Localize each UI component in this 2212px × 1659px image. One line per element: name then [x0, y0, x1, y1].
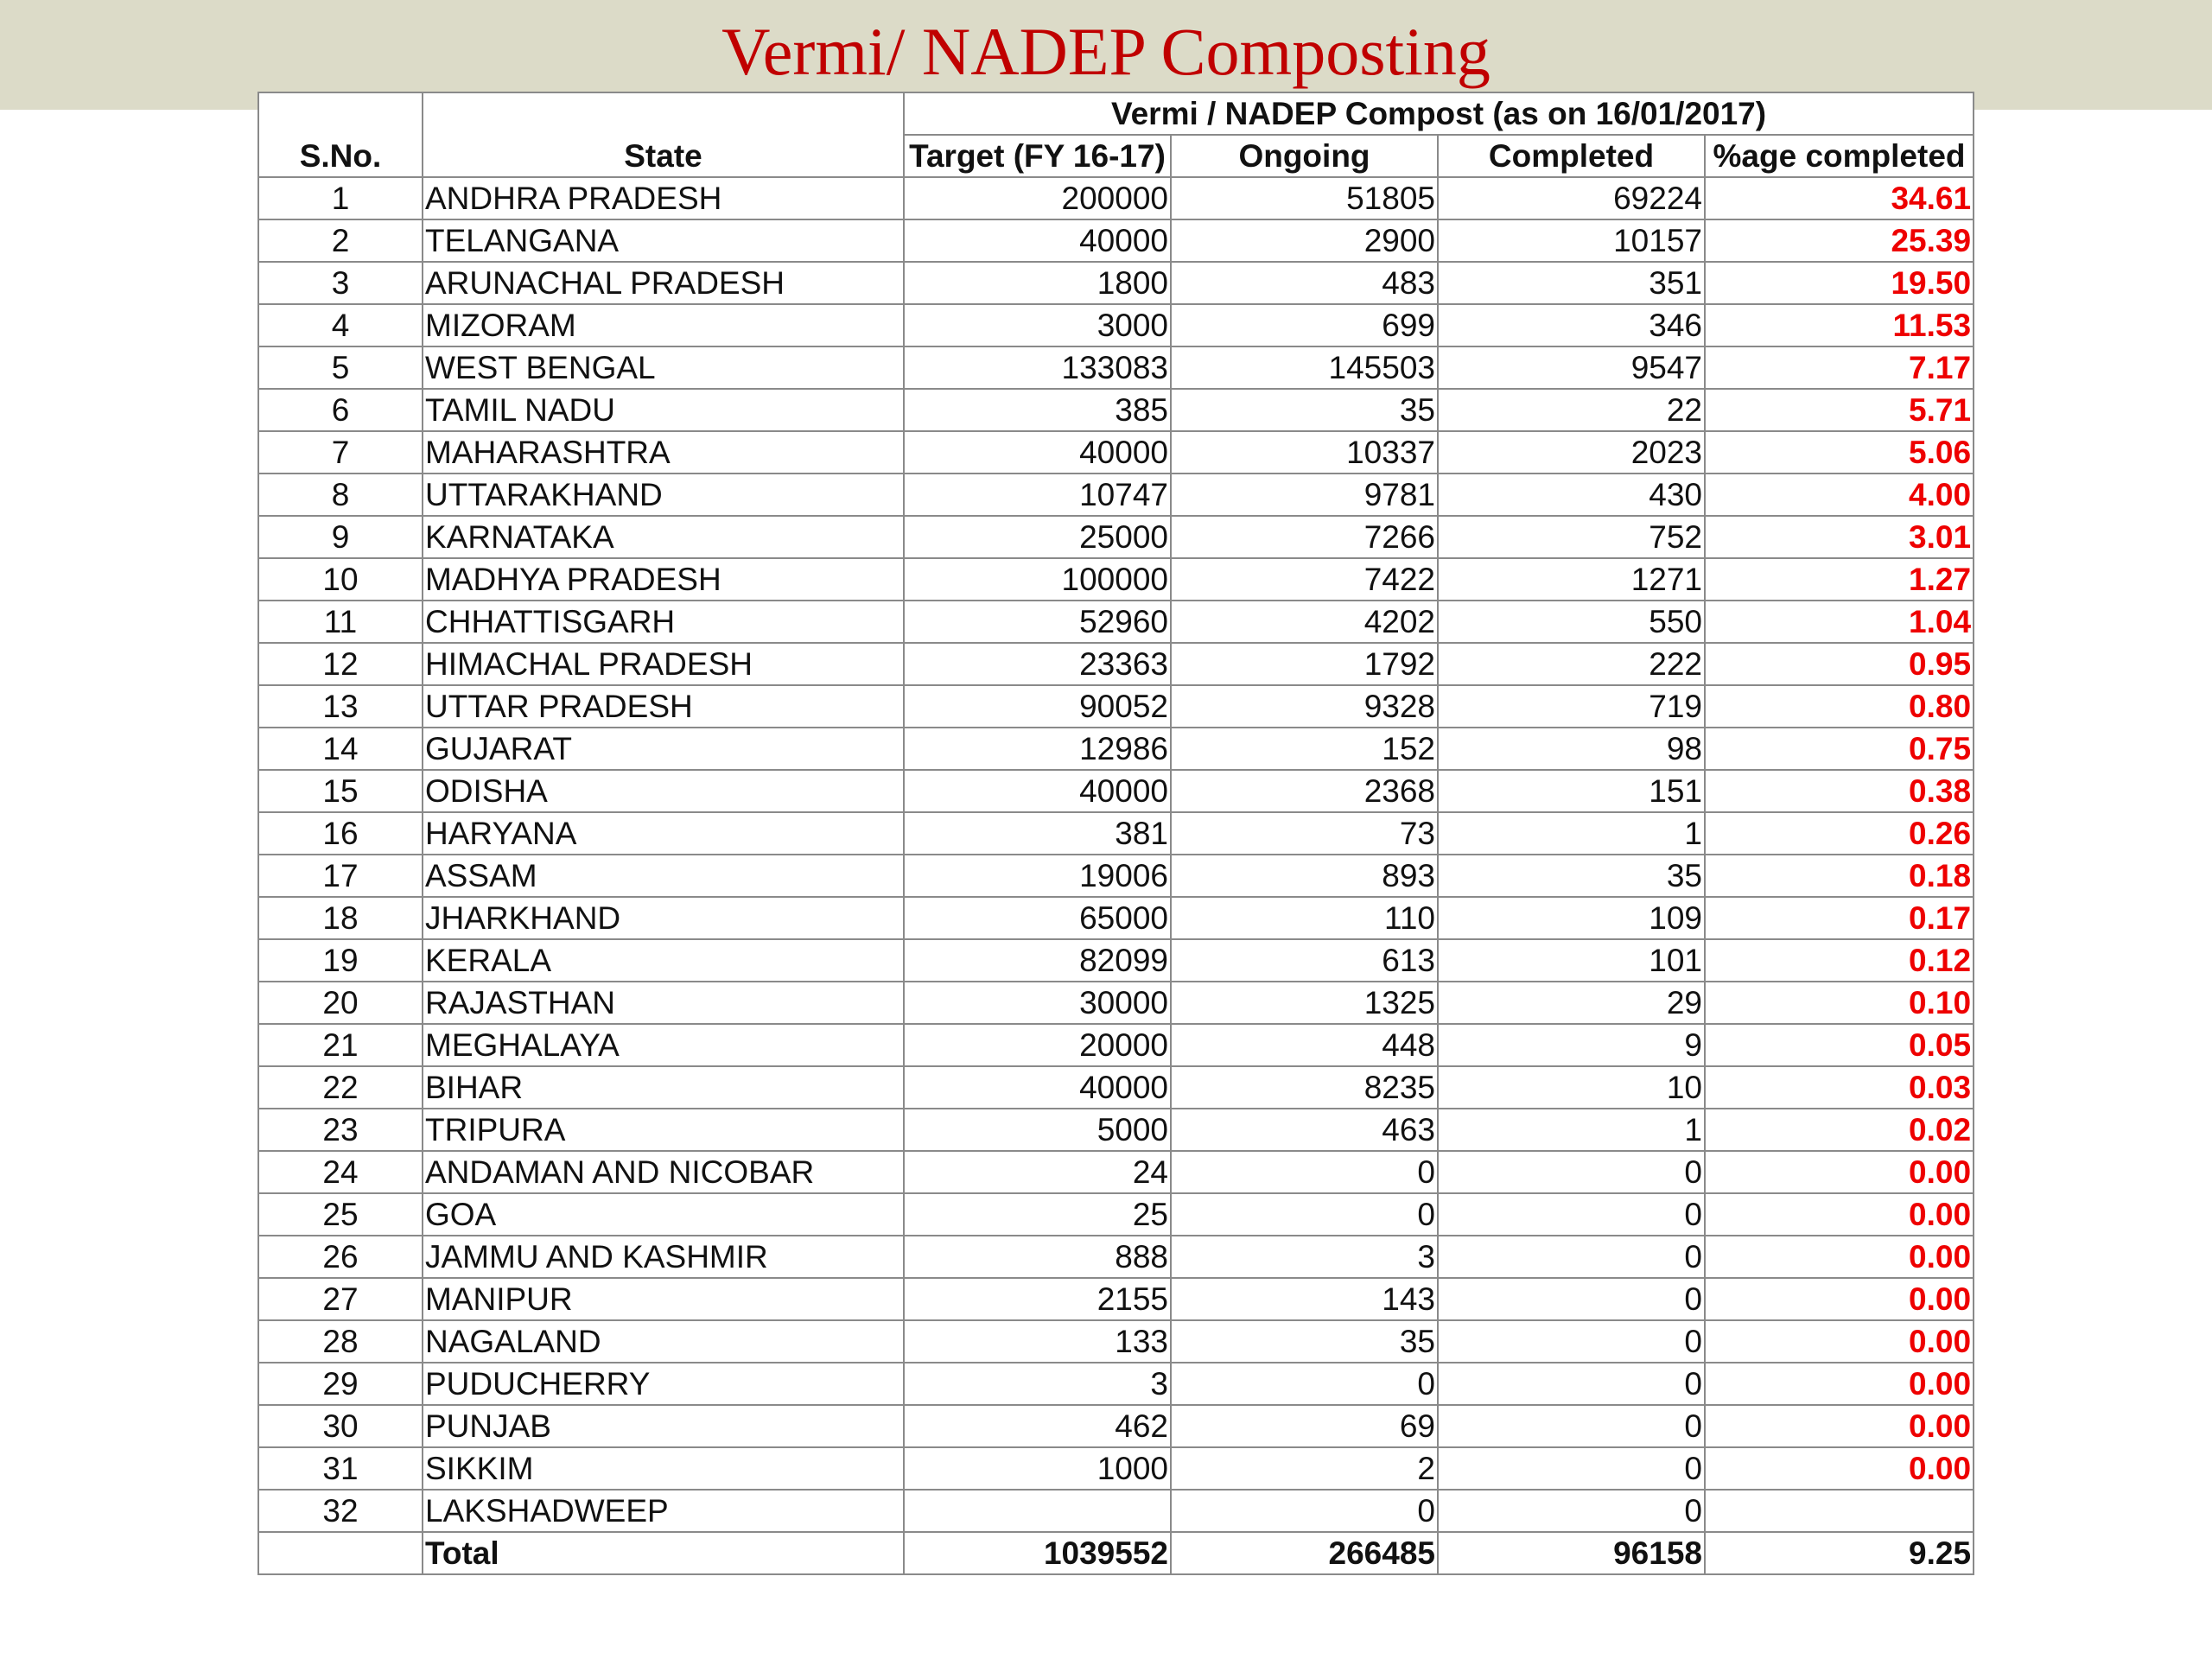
- target-cell: 40000: [904, 431, 1171, 474]
- completed-cell: 22: [1438, 389, 1705, 431]
- completed-cell: 35: [1438, 855, 1705, 897]
- ongoing-cell: 893: [1171, 855, 1438, 897]
- ongoing-cell: 2900: [1171, 219, 1438, 262]
- table-row: [258, 897, 1974, 939]
- total-pct: 9.25: [1705, 1532, 1974, 1574]
- sno-cell: 29: [258, 1363, 423, 1405]
- completed-cell: 109: [1438, 897, 1705, 939]
- state-cell: KARNATAKA: [423, 516, 904, 558]
- state-cell: TRIPURA: [423, 1109, 904, 1151]
- sno-cell: 2: [258, 219, 423, 262]
- sno-cell: 19: [258, 939, 423, 982]
- state-cell: MIZORAM: [423, 304, 904, 346]
- completed-cell: 351: [1438, 262, 1705, 304]
- pct-cell: 34.61: [1705, 177, 1974, 219]
- ongoing-cell: 613: [1171, 939, 1438, 982]
- sno-cell: 25: [258, 1193, 423, 1236]
- table-row: [258, 643, 1974, 685]
- ongoing-cell: 110: [1171, 897, 1438, 939]
- total-completed: 96158: [1438, 1532, 1705, 1574]
- completed-cell: 0: [1438, 1363, 1705, 1405]
- pct-cell: 0.00: [1705, 1447, 1974, 1490]
- sno-cell: 8: [258, 474, 423, 516]
- pct-cell: 0.00: [1705, 1363, 1974, 1405]
- table-row: [258, 855, 1974, 897]
- ongoing-cell: 1325: [1171, 982, 1438, 1024]
- sno-cell: 23: [258, 1109, 423, 1151]
- pct-cell: [1705, 1490, 1974, 1532]
- completed-cell: 719: [1438, 685, 1705, 728]
- state-cell: TELANGANA: [423, 219, 904, 262]
- target-cell: 90052: [904, 685, 1171, 728]
- sno-cell: 32: [258, 1490, 423, 1532]
- completed-cell: 430: [1438, 474, 1705, 516]
- state-cell: KERALA: [423, 939, 904, 982]
- target-cell: 23363: [904, 643, 1171, 685]
- ongoing-cell: 9781: [1171, 474, 1438, 516]
- target-cell: 40000: [904, 219, 1171, 262]
- state-cell: MADHYA PRADESH: [423, 558, 904, 601]
- completed-cell: 10: [1438, 1066, 1705, 1109]
- state-cell: HARYANA: [423, 812, 904, 855]
- table-row: [258, 1490, 1974, 1532]
- target-cell: 1800: [904, 262, 1171, 304]
- pct-cell: 0.75: [1705, 728, 1974, 770]
- col-header-sno: S.No.: [258, 92, 423, 177]
- sno-cell: 1: [258, 177, 423, 219]
- ongoing-cell: 145503: [1171, 346, 1438, 389]
- pct-cell: 0.10: [1705, 982, 1974, 1024]
- sno-cell: 16: [258, 812, 423, 855]
- ongoing-cell: 73: [1171, 812, 1438, 855]
- completed-cell: 151: [1438, 770, 1705, 812]
- state-cell: NAGALAND: [423, 1320, 904, 1363]
- ongoing-cell: 0: [1171, 1490, 1438, 1532]
- pct-cell: 3.01: [1705, 516, 1974, 558]
- completed-cell: 1271: [1438, 558, 1705, 601]
- state-cell: ANDHRA PRADESH: [423, 177, 904, 219]
- table-row: [258, 812, 1974, 855]
- table-row: [258, 304, 1974, 346]
- state-cell: ODISHA: [423, 770, 904, 812]
- completed-cell: 0: [1438, 1193, 1705, 1236]
- target-cell: 100000: [904, 558, 1171, 601]
- table-row: [258, 1278, 1974, 1320]
- sno-cell: 13: [258, 685, 423, 728]
- pct-cell: 0.03: [1705, 1066, 1974, 1109]
- state-cell: LAKSHADWEEP: [423, 1490, 904, 1532]
- col-header-target: Target (FY 16-17): [904, 135, 1171, 177]
- table-row: [258, 1320, 1974, 1363]
- completed-cell: 2023: [1438, 431, 1705, 474]
- target-cell: 2155: [904, 1278, 1171, 1320]
- table-row: [258, 728, 1974, 770]
- table-row: [258, 1447, 1974, 1490]
- table-row: [258, 1151, 1974, 1193]
- state-cell: SIKKIM: [423, 1447, 904, 1490]
- ongoing-cell: 51805: [1171, 177, 1438, 219]
- completed-cell: 101: [1438, 939, 1705, 982]
- target-cell: 25: [904, 1193, 1171, 1236]
- ongoing-cell: 2368: [1171, 770, 1438, 812]
- state-cell: MANIPUR: [423, 1278, 904, 1320]
- col-header-state: State: [423, 92, 904, 177]
- completed-cell: 9547: [1438, 346, 1705, 389]
- sno-cell: 21: [258, 1024, 423, 1066]
- table-row: [258, 770, 1974, 812]
- pct-cell: 0.17: [1705, 897, 1974, 939]
- state-cell: TAMIL NADU: [423, 389, 904, 431]
- pct-cell: 0.05: [1705, 1024, 1974, 1066]
- completed-cell: 1: [1438, 1109, 1705, 1151]
- table-row: [258, 346, 1974, 389]
- table-body: [258, 177, 1974, 1532]
- target-cell: 385: [904, 389, 1171, 431]
- ongoing-cell: 152: [1171, 728, 1438, 770]
- target-cell: 82099: [904, 939, 1171, 982]
- target-cell: 1000: [904, 1447, 1171, 1490]
- sno-cell: 15: [258, 770, 423, 812]
- completed-cell: 550: [1438, 601, 1705, 643]
- target-cell: 65000: [904, 897, 1171, 939]
- target-cell: 24: [904, 1151, 1171, 1193]
- table-row: [258, 389, 1974, 431]
- target-cell: 381: [904, 812, 1171, 855]
- pct-cell: 1.27: [1705, 558, 1974, 601]
- ongoing-cell: 7422: [1171, 558, 1438, 601]
- pct-cell: 5.06: [1705, 431, 1974, 474]
- state-cell: WEST BENGAL: [423, 346, 904, 389]
- sno-cell: 18: [258, 897, 423, 939]
- ongoing-cell: 0: [1171, 1363, 1438, 1405]
- ongoing-cell: 1792: [1171, 643, 1438, 685]
- ongoing-cell: 35: [1171, 389, 1438, 431]
- state-cell: GUJARAT: [423, 728, 904, 770]
- target-cell: 3: [904, 1363, 1171, 1405]
- state-cell: HIMACHAL PRADESH: [423, 643, 904, 685]
- sno-cell: 7: [258, 431, 423, 474]
- ongoing-cell: 9328: [1171, 685, 1438, 728]
- sno-cell: 12: [258, 643, 423, 685]
- ongoing-cell: 0: [1171, 1193, 1438, 1236]
- pct-cell: 0.00: [1705, 1405, 1974, 1447]
- pct-cell: 11.53: [1705, 304, 1974, 346]
- ongoing-cell: 69: [1171, 1405, 1438, 1447]
- sno-cell: 27: [258, 1278, 423, 1320]
- table-row: [258, 685, 1974, 728]
- sno-cell: 28: [258, 1320, 423, 1363]
- pct-cell: 0.12: [1705, 939, 1974, 982]
- completed-cell: 69224: [1438, 177, 1705, 219]
- compost-table: [257, 92, 1974, 1575]
- target-cell: 19006: [904, 855, 1171, 897]
- completed-cell: 10157: [1438, 219, 1705, 262]
- pct-cell: 1.04: [1705, 601, 1974, 643]
- state-cell: GOA: [423, 1193, 904, 1236]
- state-cell: UTTARAKHAND: [423, 474, 904, 516]
- completed-cell: 346: [1438, 304, 1705, 346]
- sno-cell: 3: [258, 262, 423, 304]
- target-cell: 12986: [904, 728, 1171, 770]
- col-header-ongoing: Ongoing: [1171, 135, 1438, 177]
- ongoing-cell: 35: [1171, 1320, 1438, 1363]
- sno-cell: 10: [258, 558, 423, 601]
- completed-cell: 0: [1438, 1490, 1705, 1532]
- pct-cell: 0.00: [1705, 1236, 1974, 1278]
- pct-cell: 4.00: [1705, 474, 1974, 516]
- completed-cell: 0: [1438, 1236, 1705, 1278]
- table-row: [258, 939, 1974, 982]
- pct-cell: 0.00: [1705, 1278, 1974, 1320]
- pct-cell: 0.26: [1705, 812, 1974, 855]
- pct-cell: 7.17: [1705, 346, 1974, 389]
- total-target: 1039552: [904, 1532, 1171, 1574]
- target-cell: 888: [904, 1236, 1171, 1278]
- sno-cell: 31: [258, 1447, 423, 1490]
- table-row: [258, 177, 1974, 219]
- table-row: [258, 431, 1974, 474]
- state-cell: PUNJAB: [423, 1405, 904, 1447]
- table-row: [258, 1066, 1974, 1109]
- state-cell: MEGHALAYA: [423, 1024, 904, 1066]
- total-row: [258, 1532, 1974, 1574]
- sno-cell: 4: [258, 304, 423, 346]
- ongoing-cell: 2: [1171, 1447, 1438, 1490]
- state-cell: UTTAR PRADESH: [423, 685, 904, 728]
- state-cell: PUDUCHERRY: [423, 1363, 904, 1405]
- sno-cell: 11: [258, 601, 423, 643]
- ongoing-cell: 483: [1171, 262, 1438, 304]
- ongoing-cell: 8235: [1171, 1066, 1438, 1109]
- sno-cell: 22: [258, 1066, 423, 1109]
- completed-cell: 98: [1438, 728, 1705, 770]
- target-cell: 40000: [904, 1066, 1171, 1109]
- total-label: Total: [423, 1532, 904, 1574]
- target-cell: 3000: [904, 304, 1171, 346]
- table-row: [258, 219, 1974, 262]
- table-row: [258, 516, 1974, 558]
- slide-title: Vermi/ NADEP Composting: [721, 14, 1491, 89]
- pct-cell: 5.71: [1705, 389, 1974, 431]
- state-cell: CHHATTISGARH: [423, 601, 904, 643]
- sno-cell: 17: [258, 855, 423, 897]
- sno-cell: 30: [258, 1405, 423, 1447]
- table-row: [258, 1109, 1974, 1151]
- table-row: [258, 982, 1974, 1024]
- sno-cell: 20: [258, 982, 423, 1024]
- ongoing-cell: 463: [1171, 1109, 1438, 1151]
- target-cell: 133083: [904, 346, 1171, 389]
- sno-cell: 26: [258, 1236, 423, 1278]
- target-cell: 20000: [904, 1024, 1171, 1066]
- col-header-pct: %age completed: [1705, 135, 1974, 177]
- target-cell: 462: [904, 1405, 1171, 1447]
- pct-cell: 0.00: [1705, 1151, 1974, 1193]
- table-row: [258, 558, 1974, 601]
- target-cell: 5000: [904, 1109, 1171, 1151]
- table-row: [258, 1024, 1974, 1066]
- pct-cell: 0.00: [1705, 1193, 1974, 1236]
- completed-cell: 0: [1438, 1151, 1705, 1193]
- total-ongoing: 266485: [1171, 1532, 1438, 1574]
- target-cell: 30000: [904, 982, 1171, 1024]
- completed-cell: 0: [1438, 1320, 1705, 1363]
- pct-cell: 19.50: [1705, 262, 1974, 304]
- ongoing-cell: 448: [1171, 1024, 1438, 1066]
- sno-cell: 6: [258, 389, 423, 431]
- completed-cell: 222: [1438, 643, 1705, 685]
- pct-cell: 25.39: [1705, 219, 1974, 262]
- completed-cell: 752: [1438, 516, 1705, 558]
- completed-cell: 1: [1438, 812, 1705, 855]
- state-cell: ARUNACHAL PRADESH: [423, 262, 904, 304]
- pct-cell: 0.00: [1705, 1320, 1974, 1363]
- ongoing-cell: 10337: [1171, 431, 1438, 474]
- table-row: [258, 601, 1974, 643]
- state-cell: JHARKHAND: [423, 897, 904, 939]
- ongoing-cell: 7266: [1171, 516, 1438, 558]
- target-cell: 25000: [904, 516, 1171, 558]
- target-cell: [904, 1490, 1171, 1532]
- sno-cell: 14: [258, 728, 423, 770]
- ongoing-cell: 143: [1171, 1278, 1438, 1320]
- table-row: [258, 1236, 1974, 1278]
- pct-cell: 0.95: [1705, 643, 1974, 685]
- sno-cell: 9: [258, 516, 423, 558]
- target-cell: 200000: [904, 177, 1171, 219]
- target-cell: 40000: [904, 770, 1171, 812]
- sno-cell: 5: [258, 346, 423, 389]
- state-cell: ASSAM: [423, 855, 904, 897]
- ongoing-cell: 3: [1171, 1236, 1438, 1278]
- pct-cell: 0.38: [1705, 770, 1974, 812]
- target-cell: 10747: [904, 474, 1171, 516]
- target-cell: 52960: [904, 601, 1171, 643]
- completed-cell: 9: [1438, 1024, 1705, 1066]
- completed-cell: 0: [1438, 1405, 1705, 1447]
- table-row: [258, 262, 1974, 304]
- total-sno-cell: [258, 1532, 423, 1574]
- state-cell: MAHARASHTRA: [423, 431, 904, 474]
- state-cell: RAJASTHAN: [423, 982, 904, 1024]
- ongoing-cell: 0: [1171, 1151, 1438, 1193]
- table-row: [258, 1405, 1974, 1447]
- pct-cell: 0.02: [1705, 1109, 1974, 1151]
- group-header: Vermi / NADEP Compost (as on 16/01/2017): [904, 92, 1974, 135]
- table-row: [258, 1363, 1974, 1405]
- state-cell: BIHAR: [423, 1066, 904, 1109]
- header-row-group: [258, 92, 1974, 135]
- col-header-completed: Completed: [1438, 135, 1705, 177]
- pct-cell: 0.18: [1705, 855, 1974, 897]
- sno-cell: 24: [258, 1151, 423, 1193]
- pct-cell: 0.80: [1705, 685, 1974, 728]
- target-cell: 133: [904, 1320, 1171, 1363]
- table-row: [258, 1193, 1974, 1236]
- ongoing-cell: 699: [1171, 304, 1438, 346]
- state-cell: ANDAMAN AND NICOBAR: [423, 1151, 904, 1193]
- completed-cell: 0: [1438, 1447, 1705, 1490]
- completed-cell: 29: [1438, 982, 1705, 1024]
- state-cell: JAMMU AND KASHMIR: [423, 1236, 904, 1278]
- table-row: [258, 474, 1974, 516]
- ongoing-cell: 4202: [1171, 601, 1438, 643]
- completed-cell: 0: [1438, 1278, 1705, 1320]
